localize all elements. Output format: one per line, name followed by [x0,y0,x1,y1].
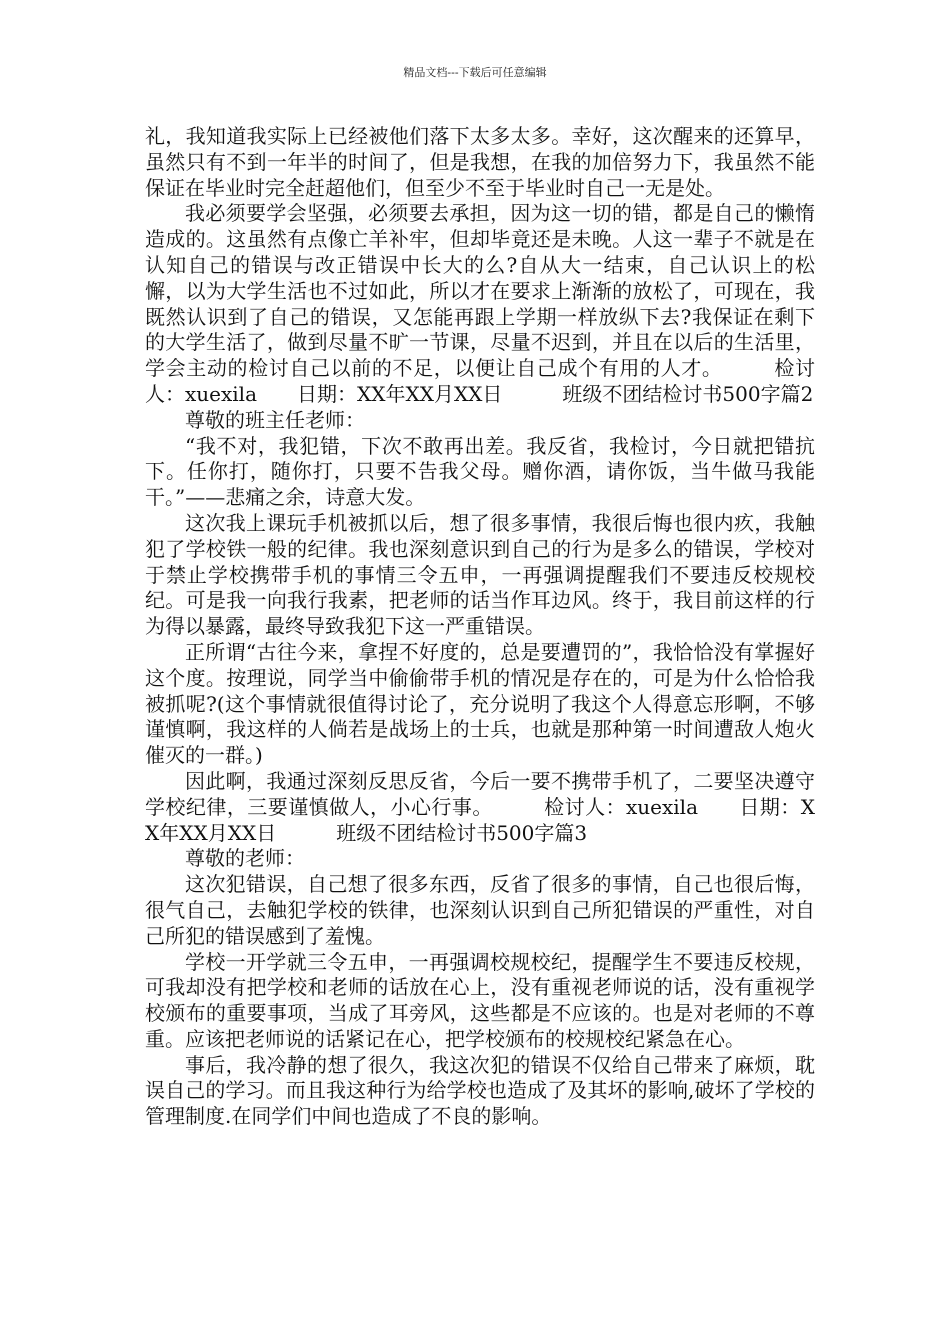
paragraph-8: 学校一开学就三令五申，一再强调校规校纪，提醒学生不要违反校规，可我却没有把学校和老师的话放在心上，没有重视老师说的话，没有重视学校颁布的重要事项，当成了耳旁风，这些都是不应该的。也是对老师的不尊重。应该把老师说的话紧记在心，把学校颁布的校规校纪紧急在心。 [145,949,815,1051]
paragraph-9: 事后，我冷静的想了很久，我这次犯的错误不仅给自己带来了麻烦，耽误自己的学习。而且我这种行为给学校也造成了及其坏的影响,破坏了学校的管理制度.在同学们中间也造成了不良的影响。 [145,1052,815,1129]
paragraph-4: 这次我上课玩手机被抓以后，想了很多事情，我很后悔也很内疚，我触犯了学校铁一般的纪律。我也深刻意识到自己的行为是多么的错误，学校对于禁止学校携带手机的事情三令五申，一再强调提醒我们不要违反校规校纪。可是我一向我行我素，把老师的话当作耳边风。终于，我目前这样的行为得以暴露，最终导致我犯下这一严重错误。 [145,510,815,639]
paragraph-5: 正所谓“古往今来，拿捏不好度的，总是要遭罚的”，我恰恰没有掌握好这个度。按理说，同学当中偷偷带手机的情况是存在的，可是为什么恰恰我被抓呢?(这个事情就很值得讨论了，充分说明了我这个人得意忘形啊，不够谨慎啊，我这样的人倘若是战场上的士兵，也就是那种第一时间遭敌人炮火催灭的一群。) [145,639,815,768]
paragraph-2: 我必须要学会坚强，必须要去承担，因为这一切的错，都是自己的懒惰造成的。这虽然有点像亡羊补牢，但却毕竟还是未晚。人这一辈子不就是在认知自己的错误与改正错误中长大的么?自从大一结束，自己认识上的松懈，以为大学生活也不过如此，所以才在要求上渐渐的放松了，可现在，我既然认识到了自己的错误，又怎能再跟上学期一样放纵下去?我保证在剩下的大学生活了，做到尽量不旷一节课，尽量不迟到，并且在以后的生活里，学会主动的检讨自己以前的不足，以便让自己成个有用的人才。 检讨人：xuexila 日期：XX年XX月XX日 班级不团结检讨书500字篇2 [145,201,815,406]
paragraph-1: 礼，我知道我实际上已经被他们落下太多太多。幸好，这次醒来的还算早，虽然只有不到一年半的时间了，但是我想，在我的加倍努力下，我虽然不能保证在毕业时完全赶超他们，但至少不至于毕业时自己一无是处。 [145,124,815,200]
paragraph-6: 因此啊，我通过深刻反思反省，今后一要不携带手机了，二要坚决遵守学校纪律，三要谨慎做人，小心行事。 检讨人：xuexila 日期：XX年XX月XX日 班级不团结检讨书500字篇3 [145,768,815,845]
salutation-2: 尊敬的老师： [185,846,305,871]
page-header: 精品文档---下载后可任意编辑 [403,66,547,79]
salutation-1: 尊敬的班主任老师： [185,407,365,432]
document-body [145,124,815,1130]
paragraph-7: 这次犯错误，自己想了很多东西，反省了很多的事情，自己也很后悔，很气自己，去触犯学校的铁律，也深刻认识到自己所犯错误的严重性，对自己所犯的错误感到了羞愧。 [145,872,815,948]
paragraph-3: “我不对，我犯错，下次不敢再出差。我反省，我检讨，今日就把错抗下。任你打，随你打，只要不告我父母。赠你酒，请你饭，当牛做马我能干。”——悲痛之余，诗意大发。 [145,433,815,510]
